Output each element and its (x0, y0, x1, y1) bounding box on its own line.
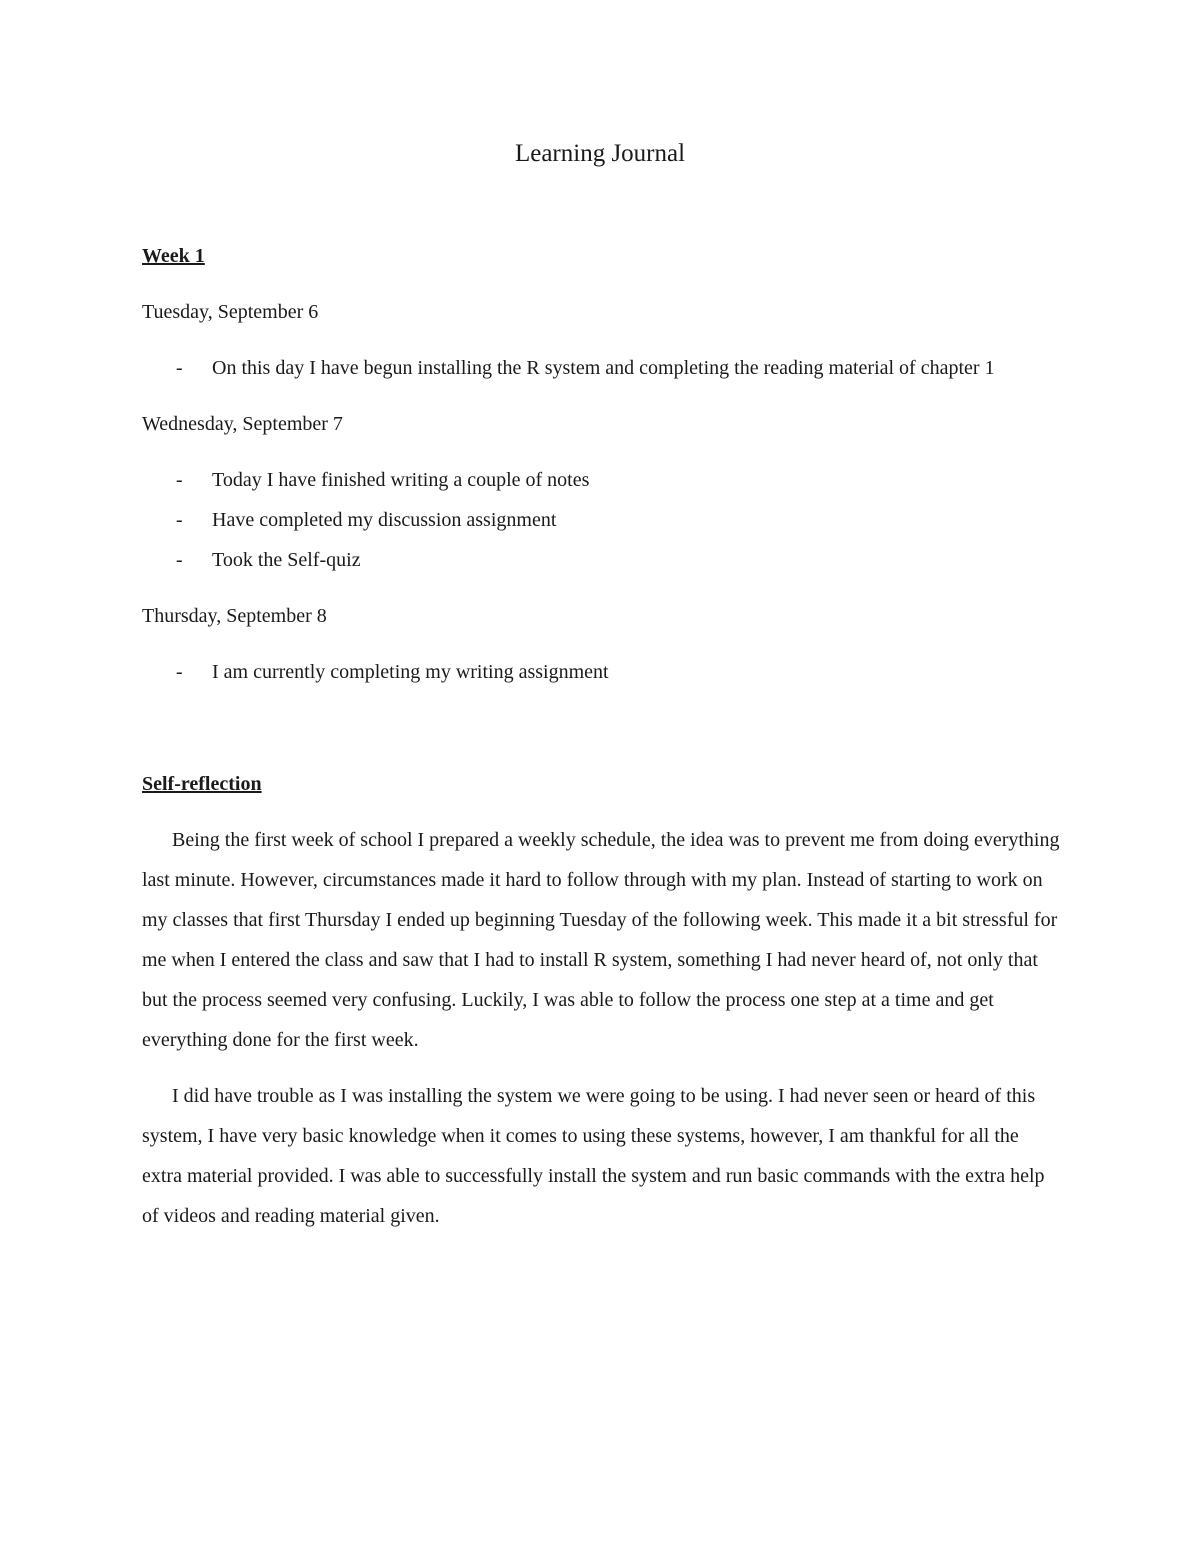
list-item (142, 500, 1062, 540)
dash-bullet: - (176, 661, 183, 683)
dash-bullet: - (176, 549, 183, 571)
entry-text: I am currently completing my writing assignment (212, 661, 609, 683)
entry-text: Today I have finished writing a couple of notes (212, 469, 590, 491)
entry-text: Have completed my discussion assignment (212, 509, 557, 531)
dash-bullet: - (176, 357, 183, 379)
document-title: Learning Journal (514, 140, 686, 167)
reflection-paragraph: I did have trouble as I was installing the system we were going to be using. I had never seen or heard of this system, I have very basic knowledge when it comes to using these systems, however, I am thankful for all the extra material provided. I was able to successfully install the system and run basic commands with the extra help of videos and reading material given. (142, 1085, 1045, 1227)
week-heading: Week 1 (142, 245, 205, 267)
reflection-paragraph: Being the first week of school I prepared a weekly schedule, the idea was to prevent me from doing everything last minute. However, circumstances made it hard to follow through with my plan. Instead of starting to work on my classes that first Thursday I ended up beginning Tuesday of the following week. This made it a bit stressful for me when I entered the class and saw that I had to install R system, something I had never heard of, not only that but the process seemed very confusing. Luckily, I was able to follow the process one step at a time and get everything done for the first week. (142, 829, 1060, 1051)
dash-bullet: - (176, 509, 183, 531)
entry-text: On this day I have begun installing the R system and completing the reading material of chapter 1 (212, 357, 995, 379)
day-label: Tuesday, September 6 (142, 301, 319, 323)
list-item (142, 652, 1062, 692)
entry-list (142, 460, 1062, 580)
reflection-heading: Self-reflection (142, 773, 262, 795)
day-label: Wednesday, September 7 (142, 413, 343, 435)
day-label: Thursday, September 8 (142, 605, 327, 627)
entry-list (142, 348, 1062, 388)
dash-bullet: - (176, 469, 183, 491)
document-body (142, 236, 1062, 1236)
entry-text: Took the Self-quiz (212, 549, 361, 571)
list-item (142, 460, 1062, 500)
list-item (142, 348, 1062, 388)
list-item (142, 540, 1062, 580)
entry-list (142, 652, 1062, 692)
